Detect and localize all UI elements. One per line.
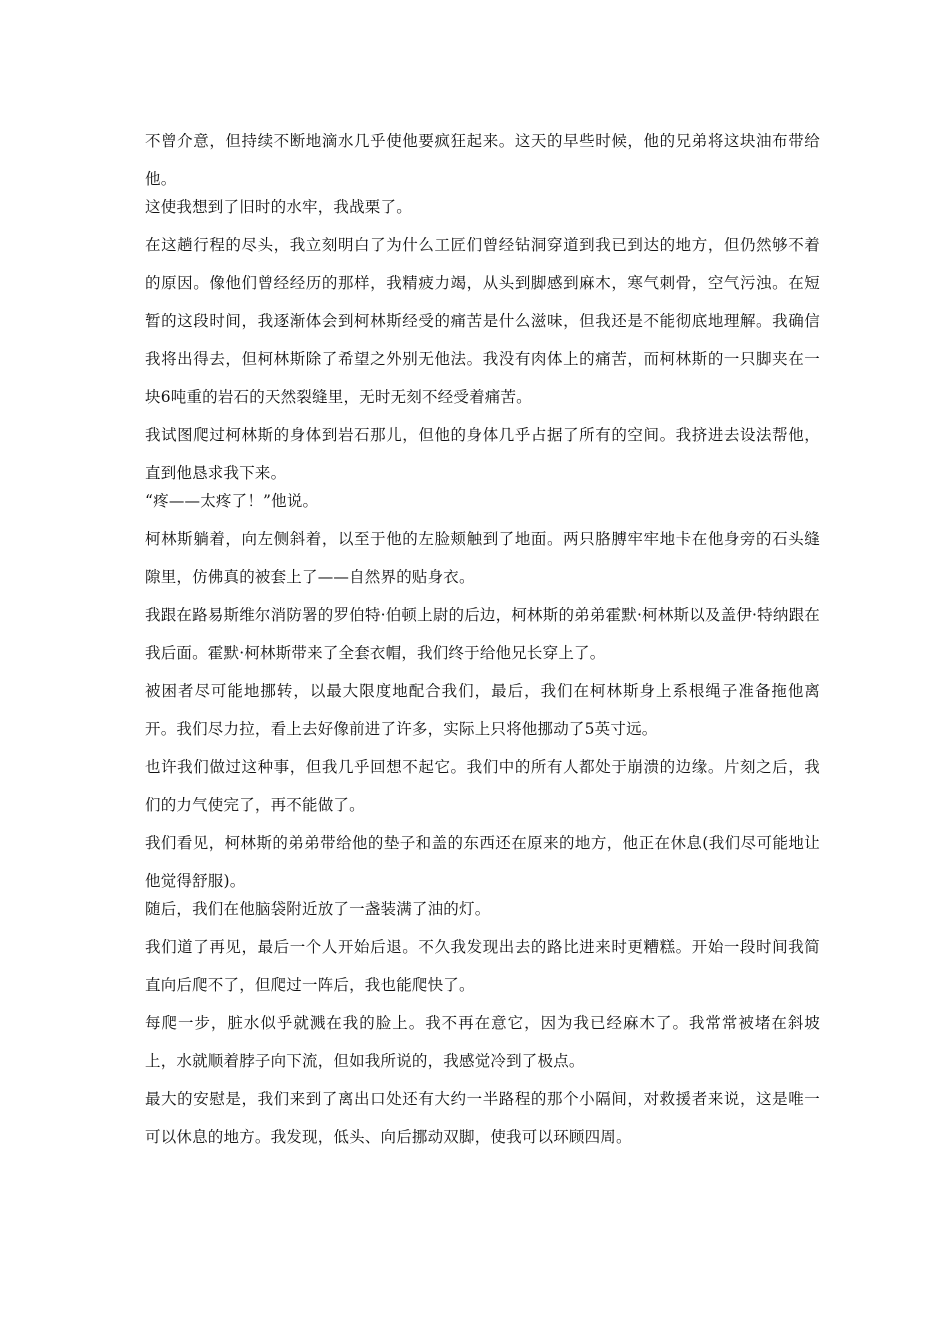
paragraph: 随后，我们在他脑袋附近放了一盏装满了油的灯。 [145,900,491,918]
paragraph: 被困者尽可能地挪转，以最大限度地配合我们，最后，我们在柯林斯身上系根绳子准备拖他离开。我们尽力拉，看上去好像前进了许多，实际上只将他挪动了5英寸远。 [145,682,820,738]
paragraph: 也许我们做过这种事，但我几乎回想不起它。我们中的所有人都处于崩溃的边缘。片刻之后，我们的力气使完了，再不能做了。 [145,758,820,814]
paragraph: 最大的安慰是，我们来到了离出口处还有大约一半路程的那个小隔间，对救援者来说，这是唯一可以休息的地方。我发现，低头、向后挪动双脚，使我可以环顾四周。 [145,1090,820,1146]
body-text [145,122,820,1156]
paragraph: 柯林斯躺着，向左侧斜着，以至于他的左脸颊触到了地面。两只胳膊牢牢地卡在他身旁的石头缝隙里，仿佛真的被套上了——自然界的贴身衣。 [145,530,820,586]
paragraph: 我跟在路易斯维尔消防署的罗伯特·伯顿上尉的后边，柯林斯的弟弟霍默·柯林斯以及盖伊·特纳跟在我后面。霍默·柯林斯带来了全套衣帽，我们终于给他兄长穿上了。 [145,606,820,662]
paragraph: “疼——太疼了！”他说。 [145,492,319,510]
paragraph: 我们道了再见，最后一个人开始后退。不久我发现出去的路比进来时更糟糕。开始一段时间我简直向后爬不了，但爬过一阵后，我也能爬快了。 [145,938,820,994]
paragraph: 这使我想到了旧时的水牢，我战栗了。 [145,198,412,216]
paragraph: 在这趟行程的尽头，我立刻明白了为什么工匠们曾经钻洞穿道到我已到达的地方，但仍然够不着的原因。像他们曾经经历的那样，我精疲力竭，从头到脚感到麻木，寒气刺骨，空气污浊。在短暂的这段时间，我逐渐体会到柯林斯经受的痛苦是什么滋味，但我还是不能彻底地理解。我确信我将出得去，但柯林斯除了希望之外别无他法。我没有肉体上的痛苦，而柯林斯的一只脚夹在一块6吨重的岩石的天然裂缝里，无时无刻不经受着痛苦。 [145,236,820,406]
paragraph: 不曾介意，但持续不断地滴水几乎使他要疯狂起来。这天的早些时候，他的兄弟将这块油布带给他。 [145,132,820,188]
paragraph: 我试图爬过柯林斯的身体到岩石那儿，但他的身体几乎占据了所有的空间。我挤进去设法帮他，直到他恳求我下来。 [145,426,820,482]
paragraph: 我们看见，柯林斯的弟弟带给他的垫子和盖的东西还在原来的地方，他正在休息(我们尽可能地让他觉得舒服)。 [145,834,820,890]
paragraph: 每爬一步，脏水似乎就溅在我的脸上。我不再在意它，因为我已经麻木了。我常常被堵在斜坡上，水就顺着脖子向下流，但如我所说的，我感觉冷到了极点。 [145,1014,820,1070]
